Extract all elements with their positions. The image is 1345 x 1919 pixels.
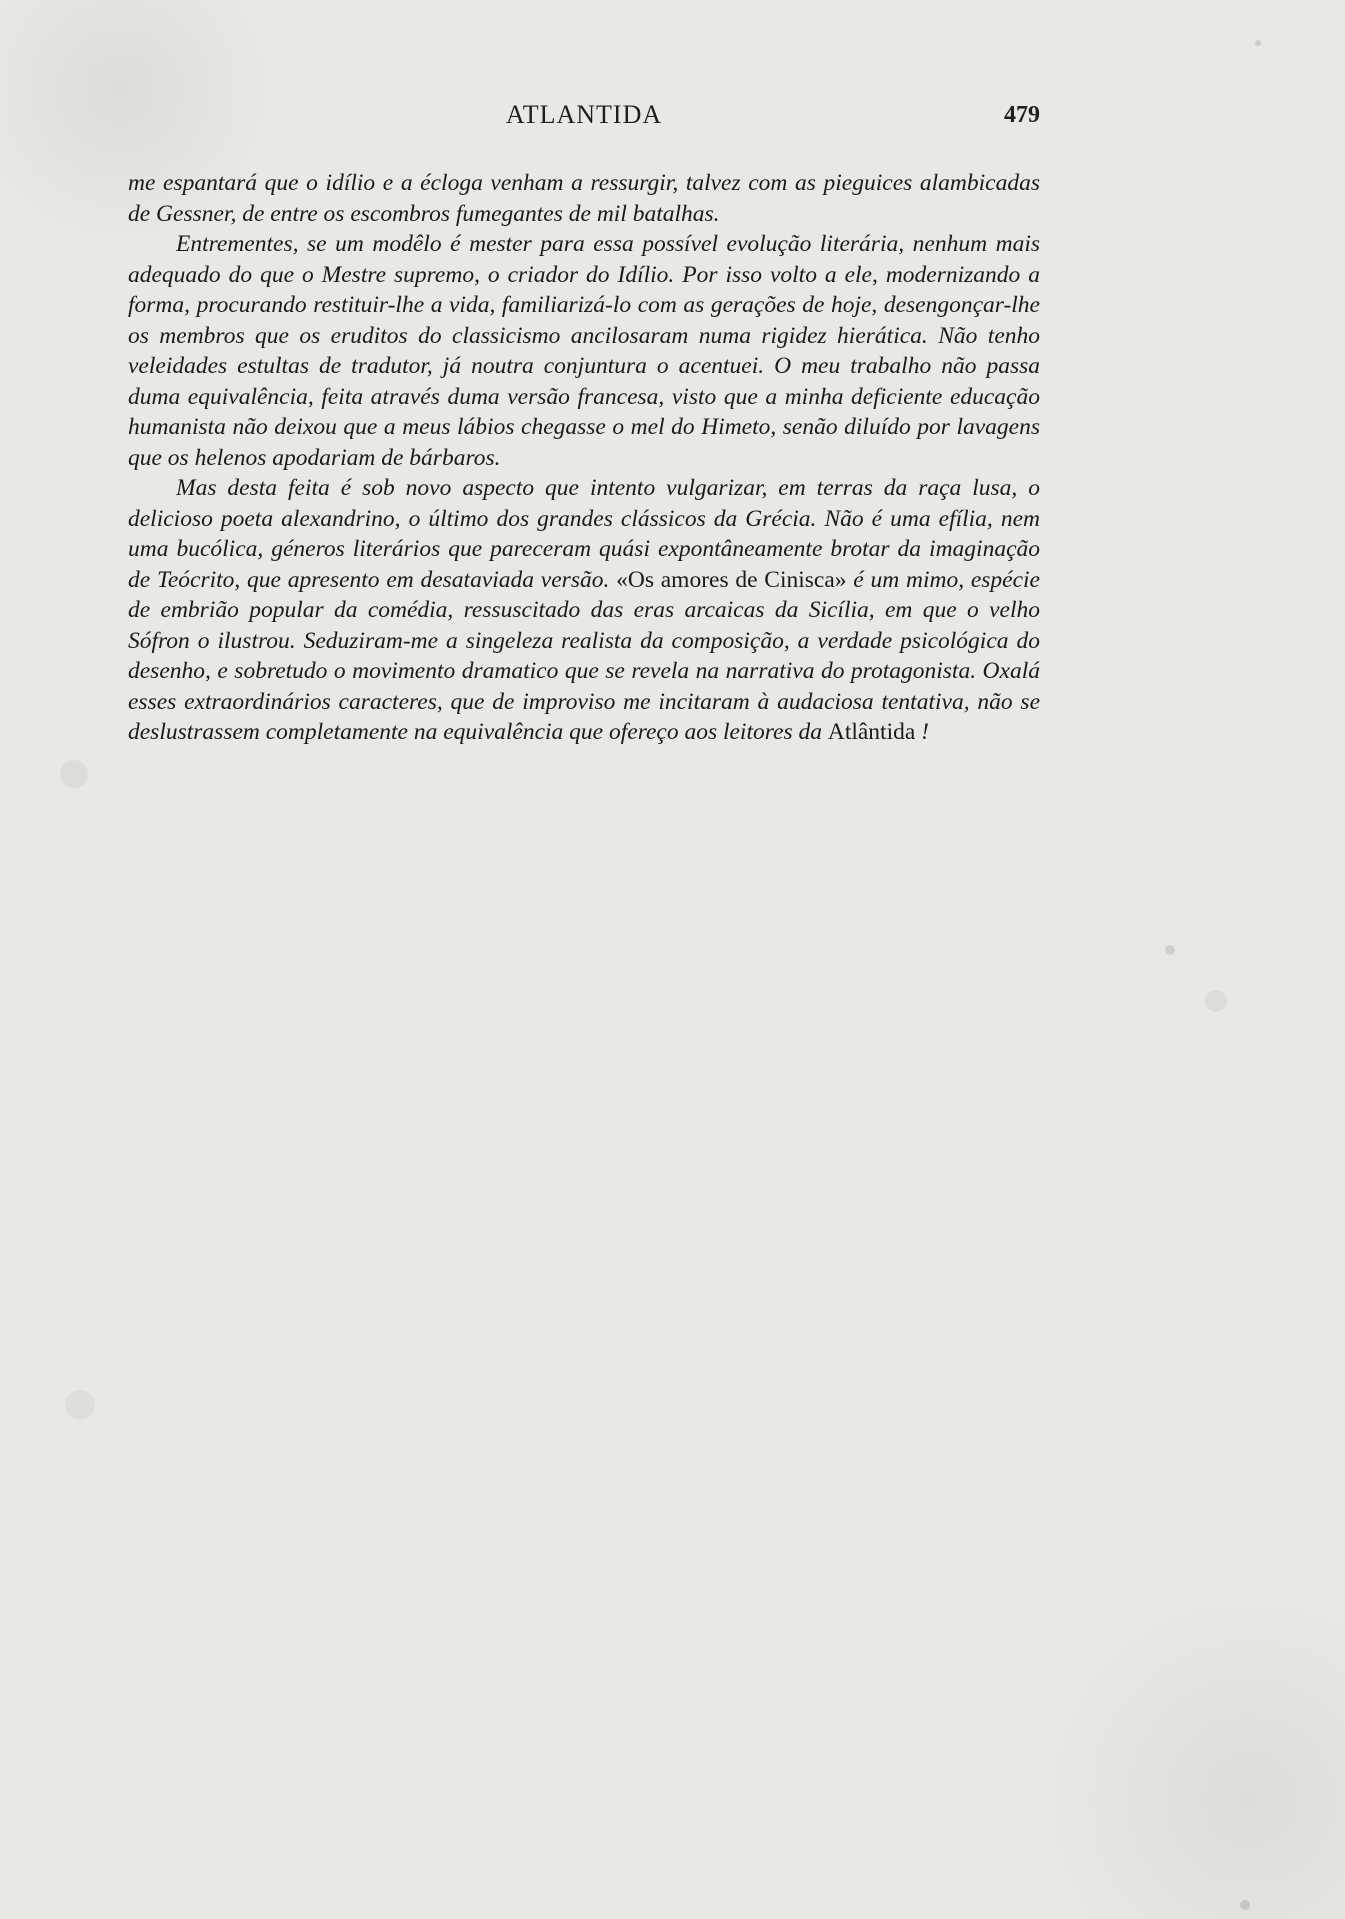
text-segment: ! bbox=[915, 719, 929, 745]
paper-speck bbox=[1240, 1900, 1250, 1910]
text-segment: me espantará que o idílio e a écloga venham a ressurgir, talvez com as pieguices alambicadas de Gessner, de entre os escombros fumegantes de mil batalhas. bbox=[128, 170, 1040, 227]
text-segment: Entrementes, se um modêlo é mester para essa possível evolução literária, nenhum mais adequado do que o Mestre supremo, o criador do Idílio. Por isso volto a ele, modernizando a forma, procurando restituir-lhe a vida, familiarizá-lo com as gerações de hoje, desengonçar-lhe os membros que os eruditos do classicismo ancilosaram numa rigidez hierática. Não tenho veleidades estultas de tradutor, já noutra conjuntura o acentuei. O meu trabalho não passa duma equivalência, feita através duma versão francesa, visto que a minha deficiente educação humanista não deixou que a meus lábios chegasse o mel do Himeto, senão diluído por lavagens que os helenos apodariam de bárbaros. bbox=[128, 231, 1040, 471]
text-segment: Mas desta feita é sob novo aspecto que intento vulgarizar, em terras da raça lusa, o delicioso poeta alexandrino, o último dos grandes clássicos da Grécia. Não é uma efília, nem uma bucólica, géneros literários que pareceram quási expontâneamente brotar da imaginação de Teócrito, que apresento em desataviada versão. bbox=[128, 475, 1040, 593]
text-segment: é um mimo, espécie de embrião popular da comédia, ressuscitado das eras arcaicas da Sicília, em que o velho Sófron o ilustrou. Seduziram-me a singeleza realista da composição, a verdade psicológica do desenho, e sobretudo o movimento dramatico que se revela na narrativa do protagonista. Oxalá esses extraordinários caracteres, que de improviso me incitaram à audaciosa tentativa, não se deslustrassem completamente na equivalência que ofereço aos leitores da bbox=[128, 566, 1040, 745]
paper-speck bbox=[65, 1390, 95, 1420]
paragraph bbox=[128, 168, 1040, 229]
roman-text-segment: «Os amores de Cinisca» bbox=[616, 566, 847, 593]
paper-speck bbox=[1205, 990, 1227, 1012]
page-header bbox=[128, 100, 1040, 136]
body-text bbox=[128, 168, 1040, 748]
paper-speck bbox=[60, 760, 88, 788]
bleed-through-verso bbox=[135, 885, 1035, 1257]
paragraph bbox=[128, 229, 1040, 473]
paper-speck bbox=[1255, 40, 1261, 46]
page-number: 479 bbox=[1004, 102, 1040, 128]
paper-speck bbox=[1165, 945, 1175, 955]
roman-text-segment: Atlântida bbox=[827, 719, 916, 745]
paragraph bbox=[128, 473, 1040, 748]
running-title: ATLANTIDA bbox=[505, 100, 663, 129]
